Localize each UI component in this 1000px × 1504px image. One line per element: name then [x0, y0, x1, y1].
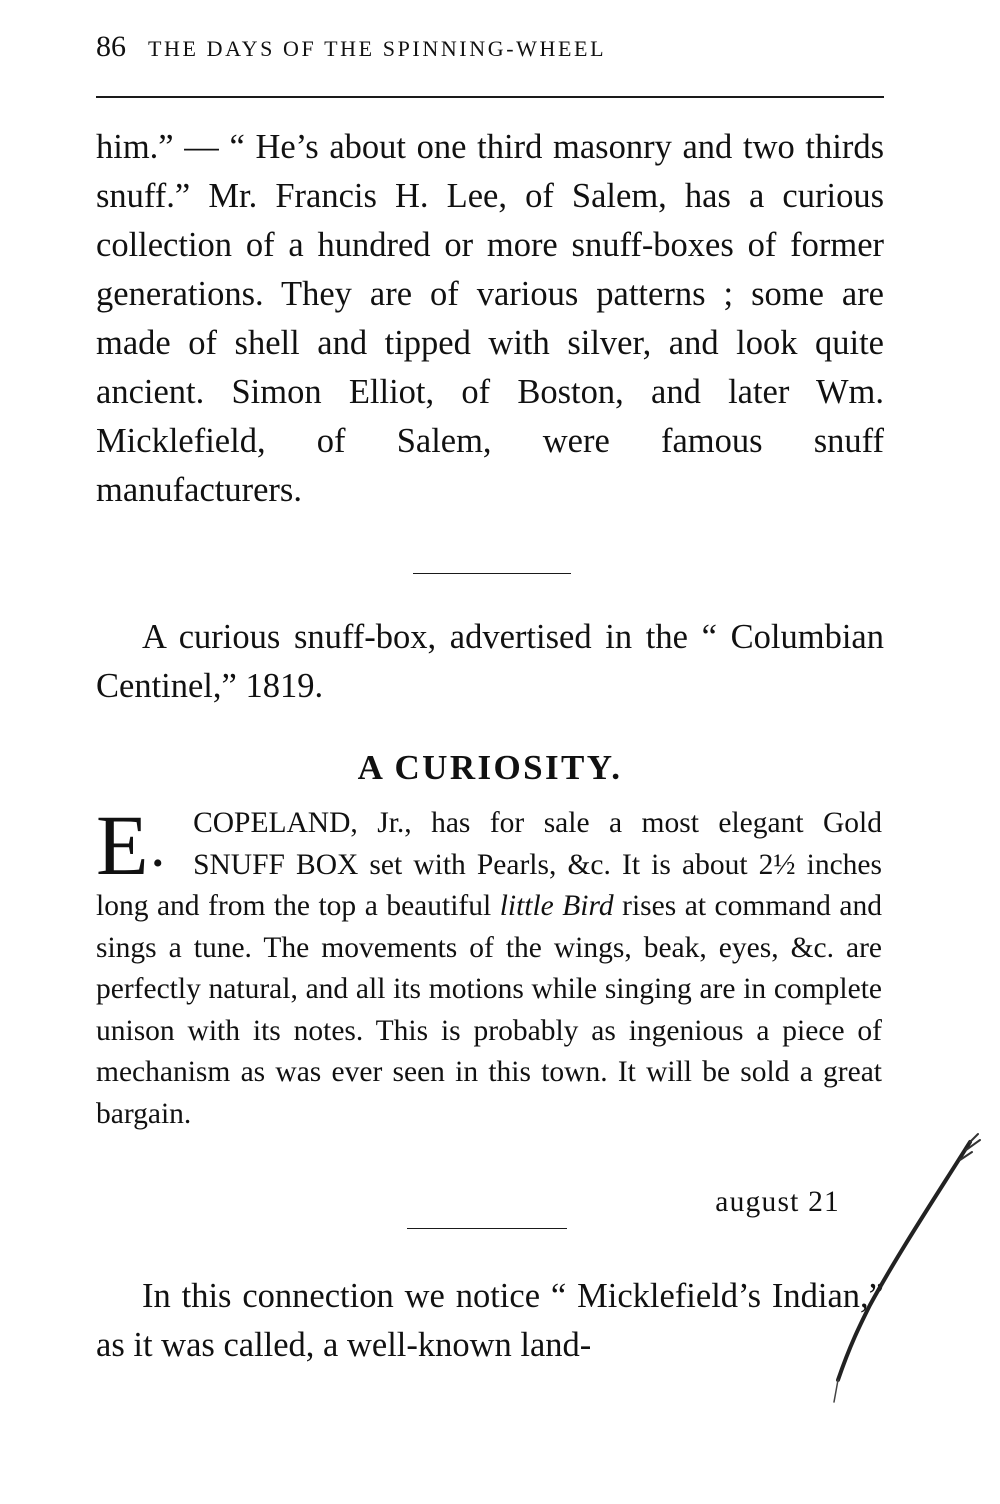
body-paragraph-2: A curious snuff-box, advertised in the “ Columbian Centinel,” 1819. [96, 618, 884, 705]
page-number: 86 [96, 30, 126, 63]
advertisement-text-part-2: rises at command and sings a tune. The movements of the wings, beak, eyes, &c. are perfectly natural, and all its motions while singing are in complete unison with its notes. This is probably as ingenious a piece of mechanism as was ever seen in this town. It will be sold a great bargain. [96, 890, 882, 1130]
advertisement-italic-phrase: little Bird [499, 890, 614, 922]
header-rule [96, 96, 884, 98]
advertisement-text [96, 797, 882, 1135]
advertisement-heading: A CURIOSITY. [357, 748, 623, 787]
pen-stroke-mark [820, 1130, 990, 1410]
running-head: THE DAYS OF THE SPINNING-WHEEL [148, 36, 607, 61]
advertisement-text-part-1: COPELAND, Jr., has for sale a most elegant Gold SNUFF BOX set with Pearls, &c. It is about 2½ inches long and from the top a beautiful [96, 807, 882, 922]
section-divider [413, 573, 571, 574]
section-divider-2 [407, 1228, 567, 1229]
page-header [96, 30, 896, 70]
body-paragraph-3: In this connection we notice “ Micklefield’s Indian,” as it was called, a well-known land- [96, 1277, 884, 1364]
drop-cap-dot: • [152, 847, 164, 880]
advertisement-date: august 21 [715, 1186, 840, 1218]
body-paragraph-1: him.” — “ He’s about one third masonry and two thirds snuff.” Mr. Francis H. Lee, of Salem, has a curious collection of a hundred or more snuff-boxes of former generations. They are of various patterns ; some are made of shell and tipped with silver, and look quite ancient. Simon Elliot, of Boston, and later Wm. Micklefield, of Salem, were famous snuff manufacturers. [96, 128, 884, 509]
drop-cap: E [96, 797, 149, 893]
